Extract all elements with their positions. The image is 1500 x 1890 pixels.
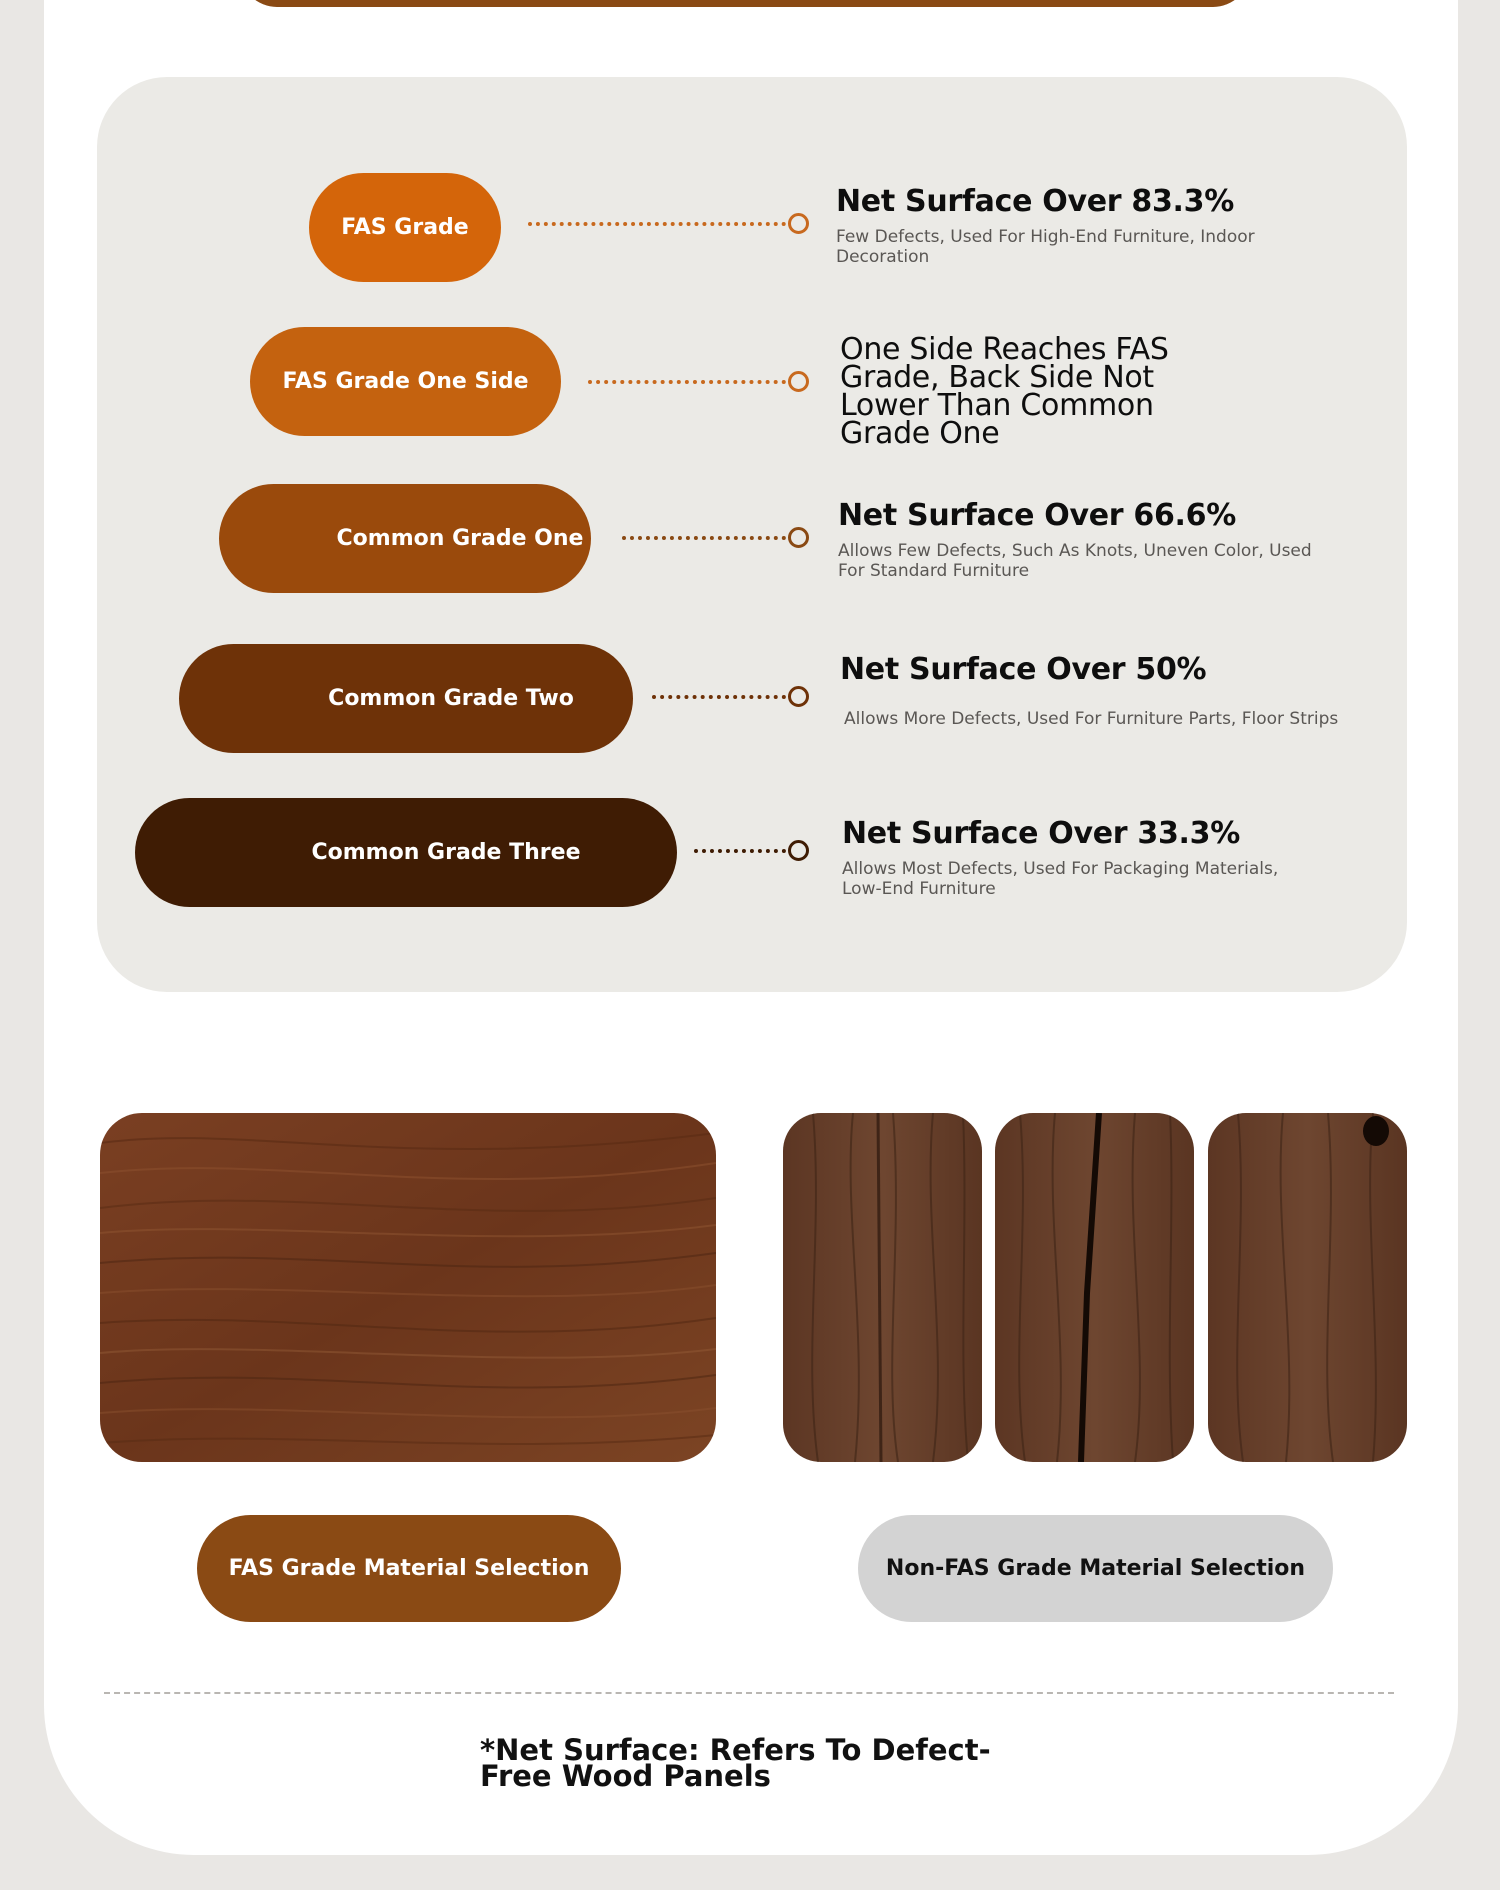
fas-wood-sample-image: [100, 1113, 716, 1462]
non-fas-wood-sample-3: [1208, 1113, 1407, 1462]
grade-node-icon: [788, 840, 809, 861]
non-fas-wood-sample-2: [995, 1113, 1194, 1462]
fas-material-selection-label: FAS Grade Material Selection: [228, 1556, 590, 1581]
grade-pill-label: Common Grade Three: [311, 840, 581, 865]
grade-detail: Allows More Defects, Used For Furniture Parts, Floor Strips: [844, 709, 1339, 729]
grade-pill-common-two: [179, 644, 633, 753]
grade-heading: Net Surface Over 33.3%: [842, 816, 1240, 851]
grade-pill-fas-one-side: [250, 327, 561, 436]
grade-pill-label: FAS Grade One Side: [282, 369, 529, 394]
grade-connector: [694, 849, 786, 853]
grade-connector: [588, 380, 786, 384]
grade-heading: Net Surface Over 50%: [840, 652, 1207, 687]
top-banner-bar: [240, 0, 1250, 7]
grade-connector: [652, 695, 786, 699]
grade-description: [838, 499, 1338, 581]
grade-description: [840, 332, 1220, 451]
section-divider: [104, 1692, 1394, 1694]
grade-heading: One Side Reaches FAS Grade, Back Side Not Lower Than Common Grade One: [840, 332, 1169, 451]
grade-node-icon: [788, 686, 809, 707]
grade-description: [842, 817, 1322, 899]
grade-pill-fas: [309, 173, 501, 282]
grade-pill-label: Common Grade Two: [328, 686, 574, 711]
non-fas-wood-sample-1: [783, 1113, 982, 1462]
grade-node-icon: [788, 213, 809, 234]
non-fas-material-selection-label: Non-FAS Grade Material Selection: [885, 1556, 1306, 1581]
grade-description: [840, 653, 1340, 729]
grade-pill-label: FAS Grade: [341, 215, 469, 240]
fas-material-selection-button[interactable]: [197, 1515, 621, 1622]
grade-pill-label: Common Grade One: [336, 526, 584, 551]
grade-pill-common-three: [135, 798, 677, 907]
grade-detail: Allows Few Defects, Such As Knots, Uneven Color, Used For Standard Furniture: [838, 541, 1312, 581]
grade-node-icon: [788, 371, 809, 392]
grade-heading: Net Surface Over 83.3%: [836, 184, 1234, 219]
grade-detail: Few Defects, Used For High-End Furniture, Indoor Decoration: [836, 227, 1255, 267]
grade-detail: Allows Most Defects, Used For Packaging Materials, Low-End Furniture: [842, 859, 1279, 899]
non-fas-material-selection-button[interactable]: [858, 1515, 1333, 1622]
footnote: *Net Surface: Refers To Defect-Free Wood Panels: [480, 1733, 991, 1793]
grade-pill-common-one: [219, 484, 591, 593]
grade-connector: [622, 536, 786, 540]
grade-heading: Net Surface Over 66.6%: [838, 498, 1236, 533]
grade-description: [836, 185, 1266, 267]
grade-node-icon: [788, 527, 809, 548]
grade-connector: [528, 222, 786, 226]
